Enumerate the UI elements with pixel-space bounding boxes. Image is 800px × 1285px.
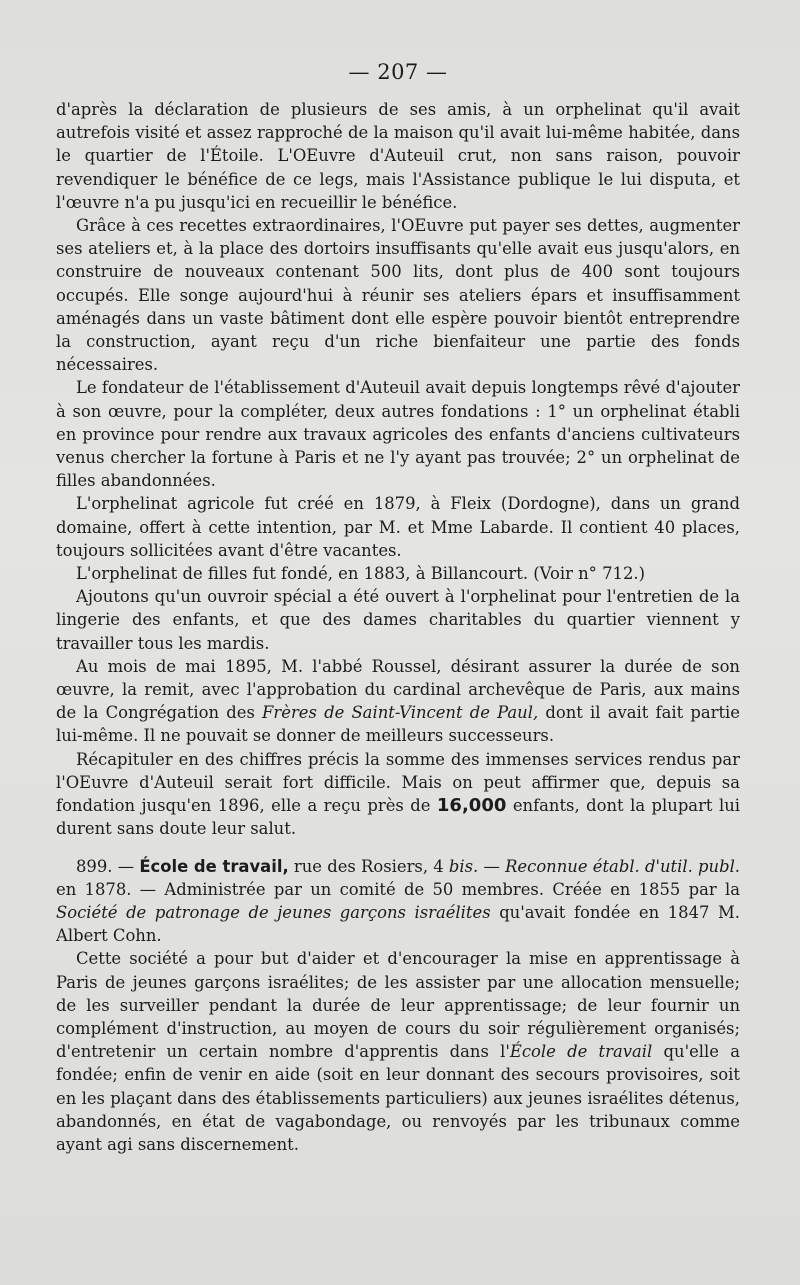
paragraph-7-text-a: Au mois de mai 1895, M. l'abbé Roussel, désirant assurer la durée de son œuvre, la remit, avec l'approbation du cardinal archevêque de Paris, aux mains de la Congrégation des (56, 656, 740, 723)
paragraph-4: L'orphelinat agricole fut créé en 1879, à Fleix (Dordogne), dans un grand domaine, offert à cette intention, par M. et Mme Labarde. Il contient 40 places, toujours sollicitées avant d'être vacantes. (56, 494, 740, 560)
paragraph-10-text-c: qu'elle a fondée; enfin de venir en aide (soit en leur donnant des secours provisoires, soit en les plaçant dans des établissements particuliers) aux jeunes israélites détenus, abandonnés, en état de vagabondage, ou renvoyés par les tribunaux comme ayant agi sans discernement. (56, 1042, 740, 1154)
ecole-de-travail-ref: École de travail (509, 1042, 653, 1062)
page-number: — 207 — (348, 60, 448, 84)
entry-recognition: Reconnue établ. d'util. publ. (505, 856, 741, 876)
entry-title: École de travail, (139, 856, 289, 876)
children-count: 16,000 (436, 795, 507, 817)
paragraph-10-text-a: Cette société a pour but d'aider et d'encourager la mise en apprentissage à Paris de jeunes garçons israélites; de les assister par une allocation mensuelle; de les surveiller pendant la durée de leur apprentissage; de leur fournir un complément d'instruction, au moyen de cours du soir régulièrement organisés; d'entretenir un certain nombre d'apprentis dans l' (56, 949, 740, 1062)
entry-number: 899. — (76, 856, 140, 876)
paragraph-7 (56, 655, 740, 748)
entry-bis: bis. (448, 856, 479, 876)
congregation-name: Frères de Saint-Vincent de Paul, (262, 703, 539, 723)
paragraph-10 (56, 947, 740, 1156)
paragraph-3: Le fondateur de l'établissement d'Auteuil avait depuis longtemps rêvé d'ajouter à son œuvre, pour la compléter, deux autres fondations : 1° un orphelinat établi en province pour rendre aux travaux agricoles des enfants d'anciens cultivateurs venus chercher la fortune à Paris et ne l'y ayant pas trouvée; 2° un orphelinat de filles abandonnées. (56, 378, 740, 491)
society-name: Société de patronage de jeunes garçons israélites (56, 902, 491, 922)
paragraph-2: Grâce à ces recettes extraordinaires, l'OEuvre put payer ses dettes, augmenter ses ateliers et, à la place des dortoirs insuffisants qu'elle avait eus jusqu'alors, en construire de nouveaux contenant 500 lits, dont plus de 400 sont toujours occupés. Elle songe aujourd'hui à réunir ses ateliers épars et insuffisamment aménagés dans un vaste bâtiment dont elle espère pouvoir bientôt entreprendre la construction, ayant reçu d'un riche bienfaiteur une partie des fonds nécessaires. (56, 216, 740, 375)
paragraph-6: Ajoutons qu'un ouvroir spécial a été ouvert à l'orphelinat pour l'entretien de la lingerie des enfants, et que des dames charitables du quartier viennent y travailler tous les mardis. (56, 587, 740, 653)
entry-text-3: en 1878. — Administrée par un comité de 50 membres. Créée en 1855 par la (56, 879, 740, 899)
paragraph-1: d'après la déclaration de plusieurs de ses amis, à un orphelinat qu'il avait autrefois visité et assez rapproché de la maison qu'il avait lui-même habitée, dans le quartier de l'Étoile. L'OEuvre d'Auteuil crut, non sans raison, pouvoir revendiquer le bénéfice de ce legs, mais l'Assistance publique le lui disputa, et l'œuvre n'a pu jusqu'ici en recueillir le bénéfice. (56, 100, 740, 212)
entry-dash: — (478, 856, 506, 876)
paragraph-8-text-a: Récapituler en des chiffres précis la somme des immenses services rendus par l'OEuvre d'Auteuil serait fort difficile. Mais on peut affirmer que, depuis sa fondation jusqu'en 1896, elle a reçu près de (56, 749, 740, 816)
entry-899 (56, 855, 740, 948)
entry-address: rue des Rosiers, 4 (288, 856, 449, 876)
paragraph-8 (56, 748, 740, 841)
paragraph-5: L'orphelinat de filles fut fondé, en 1883, à Billancourt. (Voir n° 712.) (76, 564, 645, 584)
paragraph-7-text-c: dont il avait fait partie lui-même. Il ne pouvait se donner de meilleurs successeurs. (56, 703, 740, 746)
paragraph-8-text-c: enfants, dont la plupart lui durent sans doute leur salut. (56, 796, 740, 839)
entry-text-4: qu'avait fondée en 1847 M. Albert Cohn. (56, 902, 740, 946)
